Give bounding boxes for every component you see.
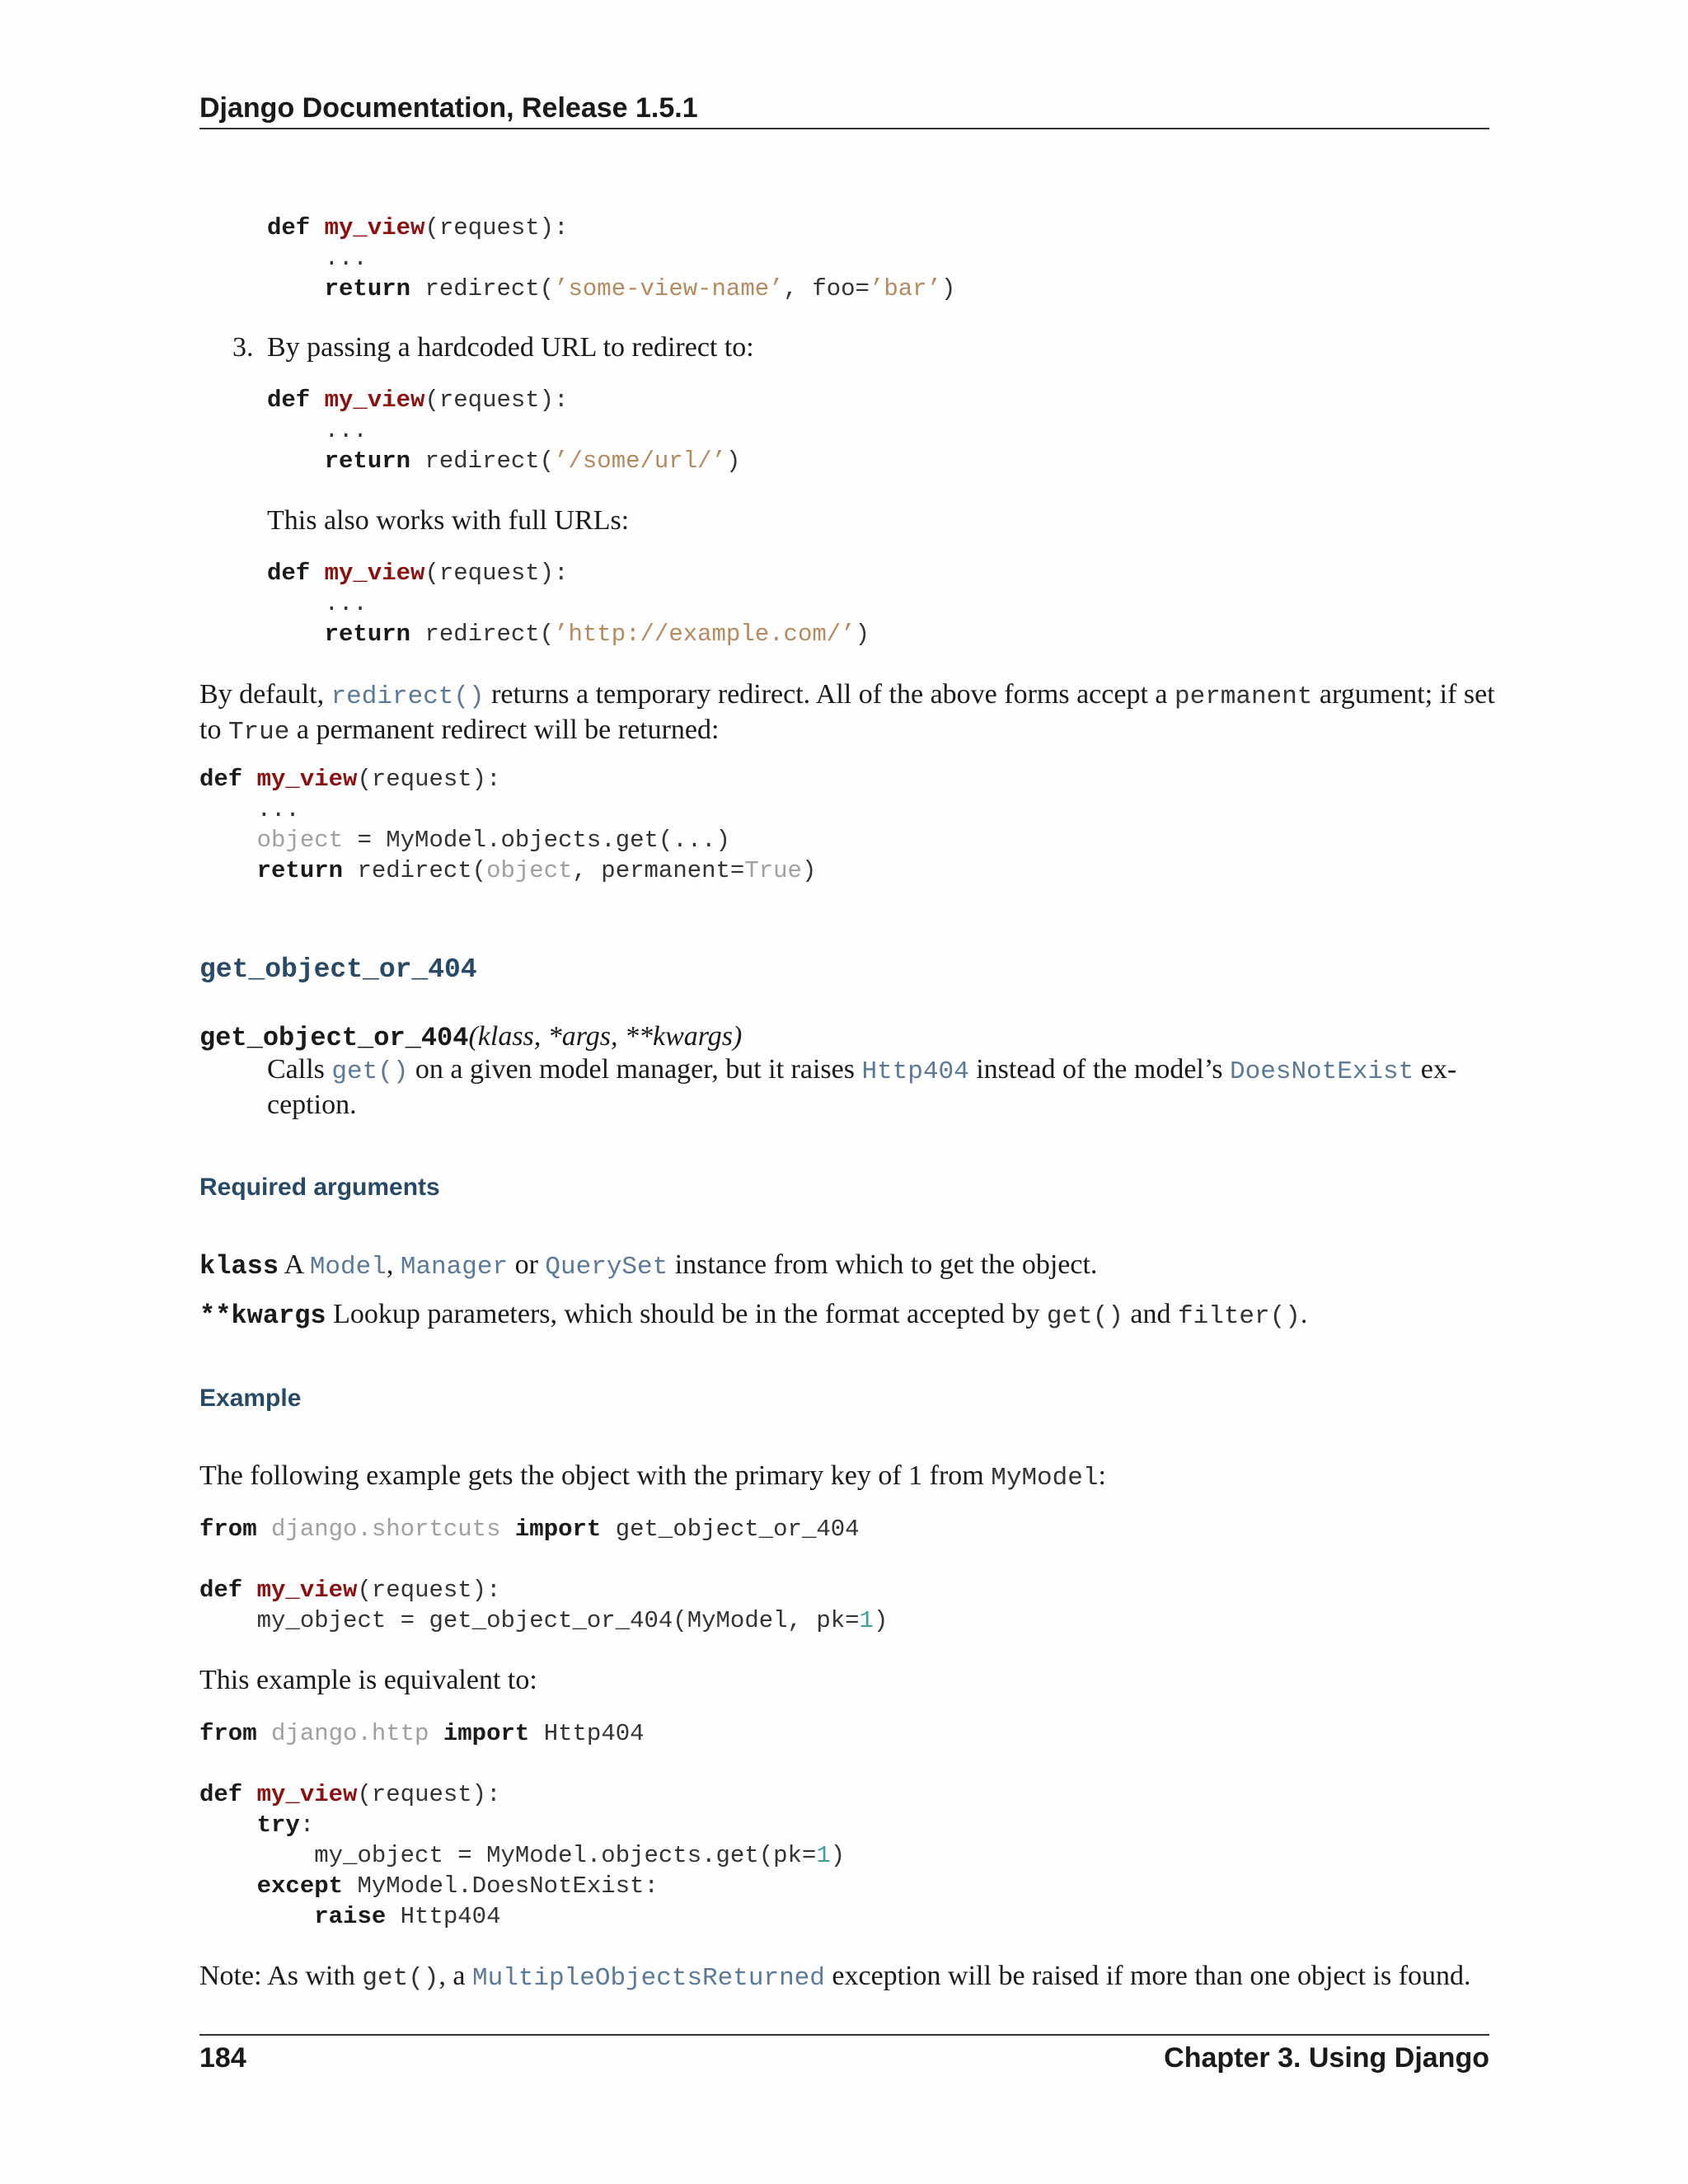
page-footer [199, 2042, 1489, 2074]
section-title: get_object_or_404 [199, 954, 477, 985]
get-link[interactable]: get() [331, 1057, 409, 1086]
page-header: Django Documentation, Release 1.5.1 [199, 92, 1489, 129]
signature-params: (klass, *args, **kwargs) [468, 1021, 743, 1052]
list-number: 3. [232, 332, 254, 363]
arg-name: klass [199, 1251, 279, 1282]
redirect-link[interactable]: redirect() [331, 682, 485, 711]
code-block-redirect-view-name: def my_view(request): ... return redirect(’some-view-name’, foo=’bar’) [267, 214, 956, 302]
example-heading: Example [199, 1385, 302, 1412]
paragraph-default-redirect: By default, redirect() returns a temporary redirect. All of the above forms accept a permanent argument; if set to True a permanent redirect will be returned: [199, 679, 1495, 747]
list-item-3 [232, 331, 754, 364]
function-description: Calls get() on a given model manager, but it raises Http404 instead of the model’s DoesNotExist ex- ception. [267, 1054, 1457, 1120]
manager-link[interactable]: Manager [400, 1253, 509, 1282]
function-signature [199, 1020, 742, 1053]
paragraph-full-urls: This also works with full URLs: [267, 505, 630, 536]
page-number: 184 [199, 2042, 246, 2074]
code-block-redirect-url: def my_view(request): ... return redirect(’/some/url/’) [267, 387, 741, 475]
signature-name: get_object_or_404 [199, 1023, 469, 1053]
equivalent-paragraph: This example is equivalent to: [199, 1665, 537, 1695]
note-paragraph: Note: As with get(), a MultipleObjectsReturned exception will be raised if more than one object is found. [199, 1961, 1471, 1993]
queryset-link[interactable]: QuerySet [545, 1253, 668, 1282]
code-block-redirect-full-url: def my_view(request): ... return redirect(’http://example.com/’) [267, 560, 870, 648]
required-arguments-heading: Required arguments [199, 1174, 440, 1201]
footer-divider [199, 2034, 1489, 2036]
code-block-example: from django.shortcuts import get_object_or_404 def my_view(request): my_object = get_object_or_404(MyModel, pk=1) [199, 1516, 889, 1634]
example-paragraph: The following example gets the object with the primary key of 1 from MyModel: [199, 1460, 1106, 1493]
chapter-title: Chapter 3. Using Django [1164, 2042, 1489, 2074]
doesnotexist-link[interactable]: DoesNotExist [1230, 1057, 1414, 1086]
arg-kwargs: **kwargs Lookup parameters, which should be in the format accepted by get() and filter(). [199, 1299, 1308, 1331]
arg-name: **kwargs [199, 1301, 326, 1331]
code-block-permanent-redirect: def my_view(request): ... object = MyModel.objects.get(...) return redirect(object, permanent=True) [199, 766, 817, 884]
model-link[interactable]: Model [309, 1253, 387, 1282]
multipleobjectsreturned-link[interactable]: MultipleObjectsReturned [472, 1964, 825, 1993]
list-item-text: By passing a hardcoded URL to redirect to: [267, 332, 754, 363]
arg-klass: klass A Model, Manager or QuerySet instance from which to get the object. [199, 1249, 1098, 1282]
http404-link[interactable]: Http404 [861, 1057, 969, 1086]
code-block-equivalent: from django.http import Http404 def my_view(request): try: my_object = MyModel.objects.get(pk=1) except MyModel.DoesNotExist: raise Http404 [199, 1720, 846, 1930]
